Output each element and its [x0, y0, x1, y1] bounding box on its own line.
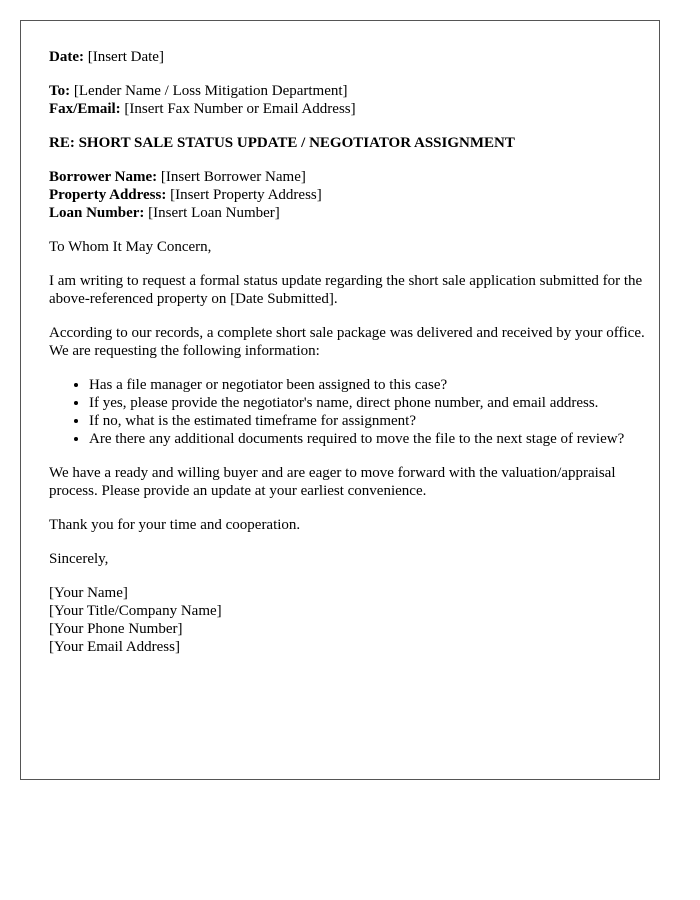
- signature-phone: [Your Phone Number]: [49, 621, 183, 637]
- request-list: [49, 376, 649, 448]
- list-item: • If no, what is the estimated timeframe for assignment?: [89, 412, 649, 430]
- recipient-block: [49, 82, 649, 118]
- signature-title: [Your Title/Company Name]: [49, 603, 222, 619]
- signature-email: [Your Email Address]: [49, 639, 180, 655]
- signature-block: [49, 584, 649, 656]
- closing: Sincerely,: [49, 551, 109, 567]
- body-paragraph-1: I am writing to request a formal status update regarding the short sale application submitted for the above-referenced property on [Date Submitted].: [49, 273, 643, 307]
- list-item: • If yes, please provide the negotiator's name, direct phone number, and email address.: [89, 394, 649, 412]
- borrower-block: [49, 168, 649, 222]
- fax-email-label: Fax/Email:: [49, 101, 121, 117]
- property-address-label: Property Address:: [49, 187, 167, 203]
- date-line: [49, 48, 649, 66]
- body-paragraph-4: Thank you for your time and cooperation.: [49, 517, 301, 533]
- borrower-name-label: Borrower Name:: [49, 169, 158, 185]
- body-paragraph-3: We have a ready and willing buyer and are eager to move forward with the valuation/appraisal process. Please provide an update at your earliest convenience.: [49, 465, 616, 499]
- loan-number-label: Loan Number:: [49, 205, 145, 221]
- to-label: To:: [49, 83, 71, 99]
- list-item: • Has a file manager or negotiator been assigned to this case?: [89, 376, 649, 394]
- to-value: [Lender Name / Loss Mitigation Department]: [73, 83, 348, 99]
- loan-number-value: [Insert Loan Number]: [148, 205, 280, 221]
- list-item: • Are there any additional documents required to move the file to the next stage of review?: [89, 430, 649, 448]
- signature-name: [Your Name]: [49, 585, 128, 601]
- salutation: To Whom It May Concern,: [49, 239, 212, 255]
- fax-email-value: [Insert Fax Number or Email Address]: [124, 101, 356, 117]
- subject-line: RE: SHORT SALE STATUS UPDATE / NEGOTIATOR ASSIGNMENT: [49, 135, 515, 151]
- date-value: [Insert Date]: [87, 49, 164, 65]
- borrower-name-value: [Insert Borrower Name]: [160, 169, 306, 185]
- date-label: Date:: [49, 49, 84, 65]
- letter-body: [49, 48, 649, 672]
- body-paragraph-2: According to our records, a complete short sale package was delivered and received by your office. We are requesting the following information:: [49, 325, 645, 359]
- property-address-value: [Insert Property Address]: [170, 187, 322, 203]
